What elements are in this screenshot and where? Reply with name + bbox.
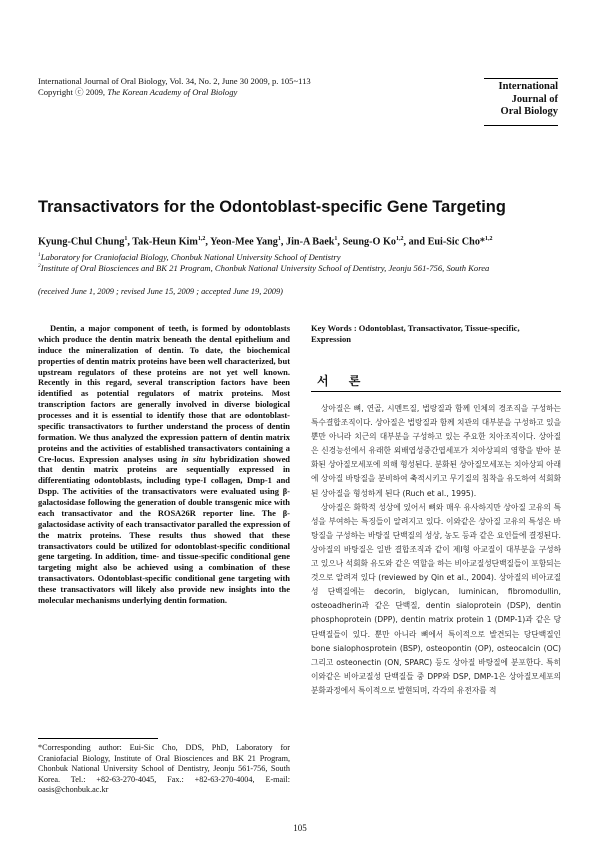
affiliation-text: Institute of Oral Biosciences and BK 21 Program, Chonbuk National University School of Dentistry, Jeonju 561-756, South Korea: [40, 263, 490, 273]
abstract-text-part2: hybridization showed that dentin matrix proteins are sequentially expressed in differentiating odontoblasts, including type-I collagen, Dmp-1 and Dspp. The activities of the transactivators were evaluated using β-galactosidase following the generation of double transgenic mice with each transactivator and the ROSA26R reporter line. The β-galactosidase activity of each transactivator paralled the expression of the matrix proteins. These results thus showed that these transactivators could be utilized for odontoblast-specific conditional gene targeting. In addition, time- and tissue-specific conditional gene targeting might also be achieved using a combination of these transactivators. Odontoblast-specific conditional gene targeting with these transactivators will likely also provide new insights into the molecular mechanisms underlying dentin formation.: [38, 453, 291, 605]
abstract-italic-term: in situ: [181, 453, 206, 464]
affiliation-1: [38, 252, 341, 262]
copyright-line: [38, 87, 237, 98]
journal-citation-text: International Journal of Oral Biology, Vol. 34, No. 2, June 30 2009, p. 105~113: [38, 76, 311, 86]
author-list: Kyung-Chul Chung$^1$, Tak-Heun Kim$^{1,2}$, Yeon-Mee Yang$^1$, Jin-A Baek$^1$, Seung-O Ko$^{1,2}$, and Eui-Sic Cho*$^{1,2}$: [38, 236, 493, 248]
affiliation-text: Laboratory for Craniofacial Biology, Chonbuk National University School of Dentistry: [40, 252, 341, 262]
copyright-holder: The Korean Academy of Oral Biology: [107, 87, 238, 97]
abstract-text-part1: Dentin, a major component of teeth, is formed by odontoblasts which produce the dentin matrix beneath the dental epithelium and induce the mineralization of dentin. To date, the biochemical properties of dentin matrix proteins have been well characterized, but upstream regulators of these proteins are not yet well known. Recently in this regard, several transcription factors have been identified as potential regulators of matrix proteins. Most transcription factors are generally involved in diverse biological processes and it is essential to identify those that are odontoblast-specific transactivators to further understand the process of dentin formation. We thus analyzed the expression pattern of dentin matrix proteins and the activities of established transactivators containing a Cre-locus. Expression analyses using: [38, 323, 290, 464]
section-title: 서 론: [317, 374, 369, 388]
article-title: Transactivators for the Odontoblast-specific Gene Targeting: [38, 198, 506, 216]
author-affiliation-mark: 1: [334, 236, 338, 242]
corresponding-author-footnote: *Corresponding author: Eui-Sic Cho, DDS, PhD, Laboratory for Craniofacial Biology, Institute of Oral Biosciences and BK 21 Program, Chonbuk National University School of Dentistry, Jeonju 561-756, South Korea. Tel.: +82-63-270-4045, Fax.: +82-63-270-4004, E-mail: oasis@chonbuk.ac.kr: [38, 743, 290, 795]
author-name: Jin-A Baek: [285, 236, 335, 248]
author-name: Yeon-Mee Yang: [210, 236, 278, 248]
author-affiliation-mark: 1,2: [485, 236, 493, 242]
abstract: [38, 323, 290, 606]
author-name: Tak-Heun Kim: [132, 236, 198, 248]
footnote-rule: [38, 738, 158, 739]
author-affiliation-mark: 1,2: [395, 236, 404, 242]
author-name: Kyung-Chul Chung: [38, 236, 125, 248]
journal-name-box: [484, 78, 558, 126]
page-number: 105: [293, 823, 307, 833]
copyright-prefix: Copyright ⓒ 2009,: [38, 87, 108, 97]
journal-citation: [38, 76, 311, 87]
received-dates: (received June 1, 2009 ; revised June 15, 2009 ; accepted June 19, 2009): [38, 287, 283, 296]
author-name: Seung-O Ko: [342, 236, 396, 248]
body-paragraph: 상아질은 화학적 성상에 있어서 뼈와 매우 유사하지만 상아질 고유의 특성을 부여하는 특징들이 알려지고 있다. 이와같은 상아질 고유의 특성은 바탕질을 구성하는 바탕질 단백질의 성상, 농도 등과 같은 요인들에 결정된다. 상아질의 바탕질은 일반 결합조직과 같이 제I형 아교질이 대부분을 구성하고 있으나 석회화 유도와 같은 역할을 하는 비아교질성단백질들이 포함되는 것으로 알려져 있다 (reviewed by Qin et al., 2004). 상아질의 비아교질성 단백질에는 decorin, biglycan, luminican, fibromodullin, osteoadherin과 같은 단백질, dentin sialoprotein (DSP), dentin phosphoprotein (DPP), dentin matrix protein 1 (DMP-1)과 같은 당단백질들이 있다. 뿐만 아니라 뼈에서 특이적으로 발견되는 당단백질인 bone sialophosprotein (BSP), osteopontin (OP), osteocalcin (OC) 그리고 osteonectin (ON, SPARC) 등도 상아질 바탕질에 분포한다. 특히 이와같은 비아교질성 단백질들 중 DPP와 DSP, DMP-1은 상아질모세포의 분화과정에서 특이적으로 발현되며, 각각의 유전자를 적: [311, 502, 561, 695]
keywords: Key Words : Odontoblast, Transactivator, Tissue-specific, Expression: [311, 323, 520, 344]
affiliation-mark: 2: [38, 263, 41, 270]
author-affiliation-mark: 1: [124, 236, 128, 242]
author-affiliation-mark: 1: [277, 236, 281, 242]
journal-box-line1: International: [498, 81, 558, 92]
journal-box-line2: Journal of: [511, 93, 558, 105]
introduction-body: [311, 402, 561, 698]
body-paragraph: 상아질은 뼈, 연골, 시멘트질, 법랑질과 함께 인체의 경조직을 구성하는 특수결합조직이다. 상아질은 법랑질과 함께 치관의 대부분을 구성하고 있을 뿐만 아니라 치근의 대부분을 구성하고 있는 주요한 치아조직이다. 상아질은 신경능선에서 유래한 외배엽성중간엽세포가 치아상피의 영향을 받아 분화된 상아질모세포에 의해 형성된다. 분화된 상아질모세포는 치아상피 아래에 상아질 바탕질을 분비하여 축적시키고 무기질의 침착을 유도하여 석회화된 상아질을 형성하게 된다 (Ruch et al., 1995).: [311, 404, 561, 498]
affiliation-mark: 1: [38, 252, 41, 259]
affiliation-2: [38, 263, 489, 273]
journal-box-line3: Oral Biology: [500, 106, 558, 117]
author-affiliation-mark: 1,2: [197, 236, 206, 242]
section-heading: [311, 372, 561, 392]
author-name: Eui-Sic Cho*: [427, 236, 486, 248]
